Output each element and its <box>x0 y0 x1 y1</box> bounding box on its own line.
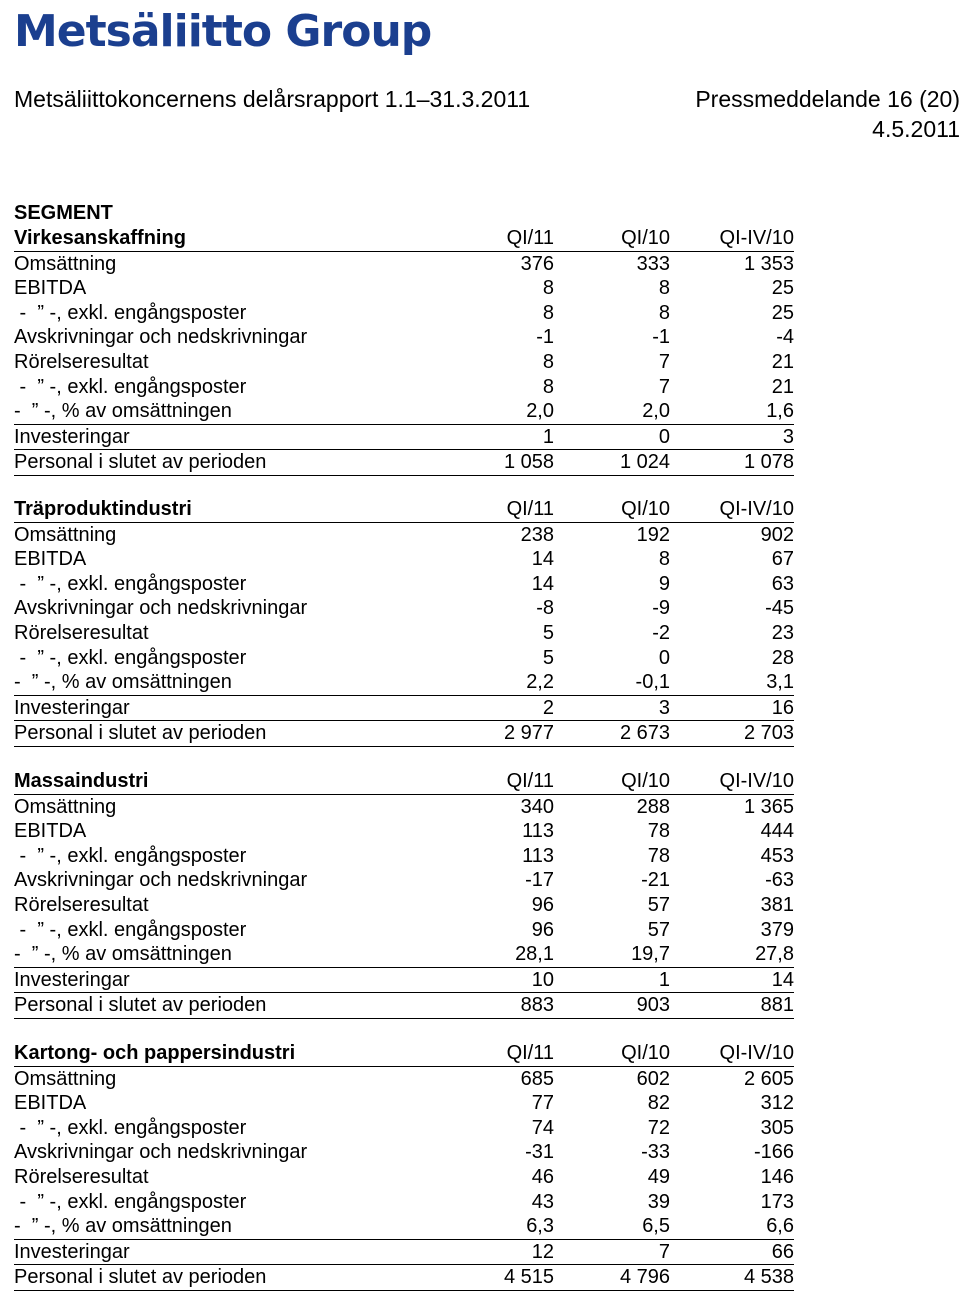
segment-table <box>14 497 794 747</box>
table-row <box>14 301 794 326</box>
segment-header-row <box>14 1041 794 1067</box>
row-label: EBITDA <box>14 548 87 571</box>
row-value: 57 <box>647 893 670 916</box>
row-label: - ” -, exkl. engångsposter <box>14 375 247 398</box>
row-value: 96 <box>531 893 554 916</box>
row-value: -2 <box>652 621 670 644</box>
row-value: 1 365 <box>743 795 794 818</box>
row-value: 881 <box>760 994 794 1017</box>
table-row <box>14 375 794 400</box>
row-value: 381 <box>760 893 794 916</box>
row-label: - ” -, % av omsättningen <box>14 943 232 966</box>
table-row <box>14 621 794 646</box>
row-value: 63 <box>771 572 794 595</box>
row-value: -31 <box>525 1141 554 1164</box>
table-row <box>14 696 794 722</box>
row-value: 21 <box>771 375 794 398</box>
table-row <box>14 1091 794 1116</box>
row-value: 7 <box>658 375 670 398</box>
segment-table <box>14 1041 794 1291</box>
row-value: -45 <box>765 597 794 620</box>
column-header: QI-IV/10 <box>719 498 794 520</box>
segment-name: Kartong- och pappersindustri <box>14 1042 296 1064</box>
row-label: Investeringar <box>14 968 130 991</box>
row-value: 444 <box>760 820 794 843</box>
row-value: 0 <box>658 425 670 448</box>
row-label: Personal i slutet av perioden <box>14 1266 267 1289</box>
row-label: - ” -, exkl. engångsposter <box>14 918 247 941</box>
row-value: 8 <box>658 548 670 571</box>
row-value: 7 <box>658 350 670 373</box>
row-label: Avskrivningar och nedskrivningar <box>14 326 308 349</box>
row-value: 12 <box>531 1240 554 1263</box>
row-value: 685 <box>520 1067 554 1090</box>
row-value: 173 <box>760 1190 794 1213</box>
row-value: 6,3 <box>526 1215 554 1238</box>
table-row <box>14 670 794 696</box>
table-row <box>14 993 794 1019</box>
row-value: 3 <box>782 425 794 448</box>
row-value: 23 <box>771 621 794 644</box>
column-header: QI/11 <box>506 770 554 792</box>
row-value: 96 <box>531 918 554 941</box>
report-title: Metsäliittokoncernens delårsrapport 1.1–31.3.2011 <box>14 86 531 112</box>
row-value: 4 796 <box>619 1266 670 1289</box>
row-label: - ” -, exkl. engångsposter <box>14 301 247 324</box>
row-value: 903 <box>636 994 670 1017</box>
table-row <box>14 942 794 968</box>
row-value: 28 <box>771 646 794 669</box>
row-label: - ” -, % av omsättningen <box>14 1215 232 1238</box>
column-header: QI-IV/10 <box>719 770 794 792</box>
row-value: 333 <box>636 252 670 275</box>
row-value: -8 <box>536 597 554 620</box>
row-label: Omsättning <box>14 523 117 546</box>
row-value: 602 <box>636 1067 670 1090</box>
row-label: Omsättning <box>14 795 117 818</box>
row-value: 3 <box>658 696 670 719</box>
row-value: 1 353 <box>743 252 794 275</box>
table-row <box>14 325 794 350</box>
row-value: 3,1 <box>766 671 794 694</box>
segment-table <box>14 769 794 1019</box>
row-label: - ” -, exkl. engångsposter <box>14 1116 247 1139</box>
row-value: 453 <box>760 844 794 867</box>
segment-header-row <box>14 226 794 252</box>
row-value: 8 <box>658 301 670 324</box>
row-label: - ” -, % av omsättningen <box>14 400 232 423</box>
table-row <box>14 1116 794 1141</box>
row-label: Avskrivningar och nedskrivningar <box>14 1141 308 1164</box>
row-value: 6,6 <box>766 1215 794 1238</box>
row-value: 46 <box>531 1165 554 1188</box>
row-value: -1 <box>536 326 554 349</box>
row-label: EBITDA <box>14 820 87 843</box>
column-header: QI/11 <box>506 227 554 249</box>
section-title: SEGMENT <box>14 202 113 224</box>
row-value: 14 <box>771 968 794 991</box>
logo-text: Metsäliitto Group <box>14 6 432 57</box>
row-value: 72 <box>647 1116 670 1139</box>
row-value: 1 078 <box>743 451 794 474</box>
row-label: Personal i slutet av perioden <box>14 994 267 1017</box>
row-label: EBITDA <box>14 1092 87 1115</box>
row-value: 2,2 <box>526 671 554 694</box>
row-value: 1 058 <box>503 451 554 474</box>
company-logo <box>14 4 431 60</box>
column-header: QI-IV/10 <box>719 1042 794 1064</box>
table-row <box>14 399 794 425</box>
segment-header-row <box>14 497 794 523</box>
row-value: -21 <box>641 869 670 892</box>
row-value: 2,0 <box>642 400 670 423</box>
row-value: 8 <box>658 277 670 300</box>
row-value: 74 <box>531 1116 554 1139</box>
row-value: 2 977 <box>503 722 554 745</box>
segment-name: Virkesanskaffning <box>14 227 186 249</box>
table-row <box>14 276 794 301</box>
row-label: Personal i slutet av perioden <box>14 451 267 474</box>
table-row <box>14 893 794 918</box>
row-value: 9 <box>658 572 670 595</box>
row-value: 8 <box>542 375 554 398</box>
row-label: - ” -, exkl. engångsposter <box>14 646 247 669</box>
row-value: 312 <box>760 1092 794 1115</box>
table-row <box>14 819 794 844</box>
table-row <box>14 844 794 869</box>
row-value: -63 <box>765 869 794 892</box>
table-row <box>14 450 794 476</box>
row-value: 2,0 <box>526 400 554 423</box>
row-value: 305 <box>760 1116 794 1139</box>
row-value: 21 <box>771 350 794 373</box>
table-row <box>14 547 794 572</box>
table-row <box>14 868 794 893</box>
table-row <box>14 1190 794 1215</box>
row-label: - ” -, exkl. engångsposter <box>14 1190 247 1213</box>
row-label: Investeringar <box>14 425 130 448</box>
row-value: 1 <box>658 968 670 991</box>
row-value: 2 <box>542 696 554 719</box>
row-value: 82 <box>647 1092 670 1115</box>
row-value: 1 024 <box>619 451 670 474</box>
table-row <box>14 425 794 451</box>
row-value: 902 <box>760 523 794 546</box>
row-value: 78 <box>647 820 670 843</box>
row-value: -166 <box>753 1141 794 1164</box>
row-value: 1 <box>542 425 554 448</box>
row-value: 146 <box>760 1165 794 1188</box>
table-row <box>14 721 794 747</box>
press-release-info <box>560 84 960 144</box>
row-value: 1,6 <box>766 400 794 423</box>
segment-name: Träproduktindustri <box>14 498 192 520</box>
row-label: Omsättning <box>14 252 117 275</box>
row-value: 4 515 <box>503 1266 554 1289</box>
row-value: -1 <box>652 326 670 349</box>
press-release-date: 4.5.2011 <box>872 116 960 142</box>
row-label: Investeringar <box>14 1240 130 1263</box>
column-header: QI/11 <box>506 1042 554 1064</box>
row-value: 376 <box>520 252 554 275</box>
table-row <box>14 596 794 621</box>
row-value: 6,5 <box>642 1215 670 1238</box>
segment-table <box>14 226 794 476</box>
table-row <box>14 1214 794 1240</box>
column-header: QI-IV/10 <box>719 227 794 249</box>
row-label: Avskrivningar och nedskrivningar <box>14 597 308 620</box>
row-value: 19,7 <box>631 943 670 966</box>
row-value: 25 <box>771 277 794 300</box>
row-value: 28,1 <box>515 943 554 966</box>
row-value: 2 703 <box>743 722 794 745</box>
row-value: -17 <box>525 869 554 892</box>
row-value: 8 <box>542 301 554 324</box>
row-label: - ” -, exkl. engångsposter <box>14 572 247 595</box>
column-header: QI/10 <box>621 1042 670 1064</box>
row-value: 77 <box>531 1092 554 1115</box>
row-value: 2 673 <box>619 722 670 745</box>
row-value: 0 <box>658 646 670 669</box>
row-label: Investeringar <box>14 696 130 719</box>
row-value: 5 <box>542 646 554 669</box>
row-label: Rörelseresultat <box>14 350 149 373</box>
table-row <box>14 1265 794 1291</box>
row-label: Personal i slutet av perioden <box>14 722 267 745</box>
row-value: 14 <box>531 548 554 571</box>
row-value: 67 <box>771 548 794 571</box>
segment-name: Massaindustri <box>14 770 149 792</box>
segment-header-row <box>14 769 794 795</box>
row-value: 66 <box>771 1240 794 1263</box>
row-value: 192 <box>636 523 670 546</box>
row-value: -4 <box>776 326 794 349</box>
row-value: 49 <box>647 1165 670 1188</box>
row-value: 78 <box>647 844 670 867</box>
row-value: 39 <box>647 1190 670 1213</box>
row-value: 113 <box>522 844 554 867</box>
column-header: QI/10 <box>621 770 670 792</box>
row-value: 7 <box>658 1240 670 1263</box>
row-value: 113 <box>522 820 554 843</box>
column-header: QI/10 <box>621 227 670 249</box>
row-value: 25 <box>771 301 794 324</box>
row-label: Rörelseresultat <box>14 1165 149 1188</box>
table-row <box>14 252 794 277</box>
row-value: 16 <box>771 696 794 719</box>
row-value: 238 <box>520 523 554 546</box>
row-value: 340 <box>520 795 554 818</box>
row-value: 10 <box>531 968 554 991</box>
row-value: 43 <box>531 1190 554 1213</box>
row-value: 5 <box>542 621 554 644</box>
table-row <box>14 646 794 671</box>
table-row <box>14 350 794 375</box>
row-value: 14 <box>531 572 554 595</box>
row-value: 288 <box>636 795 670 818</box>
row-value: -9 <box>652 597 670 620</box>
table-row <box>14 1067 794 1092</box>
row-value: 379 <box>760 918 794 941</box>
row-label: Rörelseresultat <box>14 893 149 916</box>
column-header: QI/10 <box>621 498 670 520</box>
row-value: -33 <box>641 1141 670 1164</box>
table-row <box>14 1140 794 1165</box>
table-row <box>14 968 794 994</box>
row-value: 2 605 <box>743 1067 794 1090</box>
row-label: Avskrivningar och nedskrivningar <box>14 869 308 892</box>
table-row <box>14 523 794 548</box>
row-label: - ” -, exkl. engångsposter <box>14 844 247 867</box>
row-value: -0,1 <box>635 671 670 694</box>
table-row <box>14 1165 794 1190</box>
row-value: 57 <box>647 918 670 941</box>
row-label: EBITDA <box>14 277 87 300</box>
row-label: Omsättning <box>14 1067 117 1090</box>
press-release-number: Pressmeddelande 16 (20) <box>695 86 960 112</box>
row-value: 8 <box>542 277 554 300</box>
column-header: QI/11 <box>506 498 554 520</box>
row-value: 27,8 <box>755 943 794 966</box>
row-value: 883 <box>520 994 554 1017</box>
row-label: Rörelseresultat <box>14 621 149 644</box>
row-value: 4 538 <box>743 1266 794 1289</box>
table-row <box>14 918 794 943</box>
row-label: - ” -, % av omsättningen <box>14 671 232 694</box>
table-row <box>14 795 794 820</box>
table-row <box>14 572 794 597</box>
row-value: 8 <box>542 350 554 373</box>
table-row <box>14 1240 794 1266</box>
